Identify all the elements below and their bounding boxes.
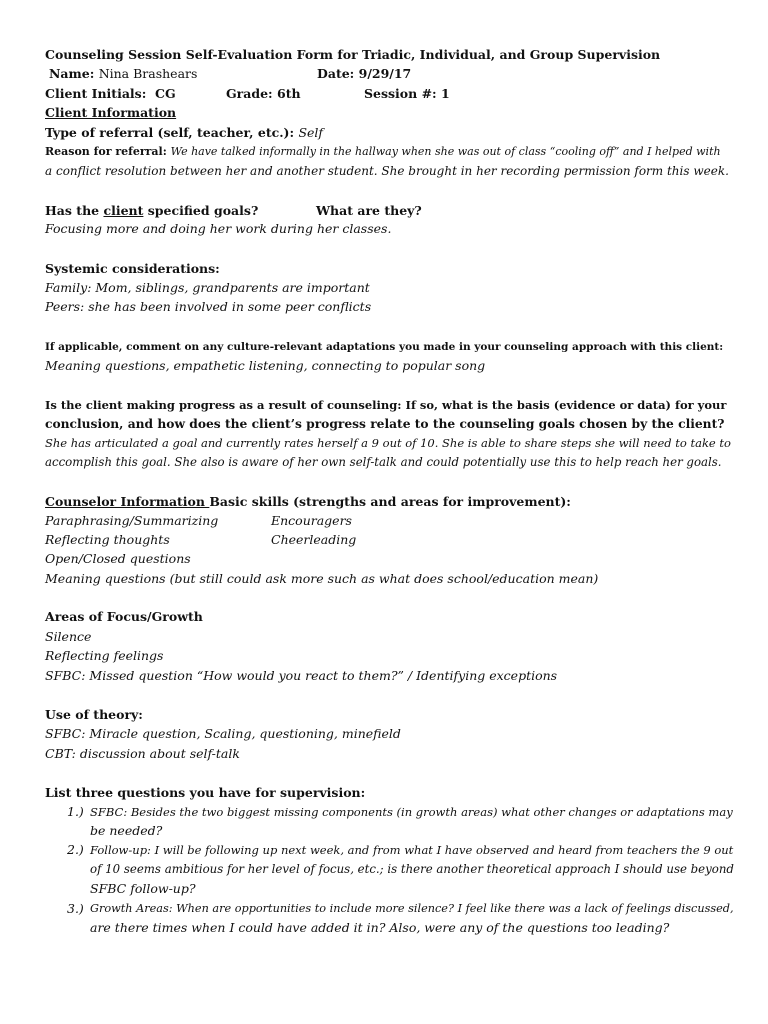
skill-1: Paraphrasing/Summarizing — [45, 513, 219, 528]
grade-value: 6th — [277, 86, 301, 101]
initials-label: Client Initials: — [45, 86, 147, 101]
counselor-row — [45, 493, 571, 511]
question-number-2: 2.) — [67, 842, 84, 857]
name-value: Nina Brashears — [98, 66, 198, 81]
question-3-line-1: Growth Areas: When are opportunities to include more silence? I feel like there was a lack of feelings discussed, — [90, 902, 734, 915]
reason-label: Reason for referral: — [45, 145, 167, 158]
question-1-line-1: SFBC: Besides the two biggest missing components (in growth areas) what other changes or adaptations may — [90, 805, 733, 819]
client-info-heading: Client Information — [45, 105, 177, 120]
skill-3: Reflecting thoughts — [45, 532, 170, 547]
question-number-1: 1.) — [67, 804, 84, 819]
questions-label: List three questions you have for supervision: — [45, 785, 366, 800]
systemic-label: Systemic considerations: — [45, 261, 220, 276]
name-label: Name: — [49, 66, 95, 81]
question-1-line-2: be needed? — [90, 823, 163, 838]
focus-item-1: Silence — [45, 629, 92, 644]
question-2-line-2: of 10 seems ambitious for her level of focus, etc.; is there another theoretical approach I should use beyond — [90, 862, 734, 876]
reason-line-2: a conflict resolution between her and another student. She brought in her recording permission form this week. — [45, 164, 729, 178]
session-row — [364, 85, 450, 103]
date-row — [317, 65, 411, 83]
systemic-line-2: Peers: she has been involved in some peer conflicts — [45, 299, 372, 314]
focus-item-3: SFBC: Missed question “How would you react to them?” / Identifying exceptions — [45, 668, 558, 683]
skill-2: Encouragers — [271, 513, 352, 528]
initials-value: CG — [155, 86, 176, 101]
reason-row — [45, 143, 721, 161]
skill-6: Meaning questions (but still could ask more such as what does school/education mean) — [45, 571, 599, 586]
form-title: Counseling Session Self-Evaluation Form for Triadic, Individual, and Group Supervision — [45, 47, 661, 62]
systemic-line-1: Family: Mom, siblings, grandparents are important — [45, 280, 370, 295]
theory-label: Use of theory: — [45, 707, 143, 722]
goals-question — [45, 202, 258, 220]
progress-question-1: Is the client making progress as a result of counseling: If so, what is the basis (evidence or data) for your — [45, 398, 727, 412]
question-3-line-2: are there times when I could have added it in? Also, were any of the questions too leading? — [90, 920, 670, 935]
progress-answer-1: She has articulated a goal and currently rates herself a 9 out of 10. She is able to share steps she will need to take to — [45, 436, 731, 450]
focus-label: Areas of Focus/Growth — [45, 609, 203, 624]
referral-type-label: Type of referral (self, teacher, etc.): — [45, 125, 295, 140]
theory-item-1: SFBC: Miracle question, Scaling, questioning, minefield — [45, 726, 401, 741]
focus-item-2: Reflecting feelings — [45, 648, 164, 663]
name-row — [49, 65, 197, 83]
initials-row — [45, 85, 176, 103]
grade-label: Grade: — [226, 86, 273, 101]
question-2-line-1: Follow-up: I will be following up next week, and from what I have observed and heard from teachers the 9 out — [90, 843, 734, 857]
skills-label: Basic skills (strengths and areas for improvement): — [209, 494, 571, 509]
skill-5: Open/Closed questions — [45, 551, 191, 566]
theory-item-2: CBT: discussion about self-talk — [45, 746, 240, 761]
goals-q-client: client — [103, 203, 144, 218]
reason-line-1: We have talked informally in the hallway when she was out of class “cooling off” and I helped with — [170, 145, 721, 158]
date-label: Date: — [317, 66, 355, 81]
goals-question-2: What are they? — [316, 203, 422, 218]
progress-question-2: conclusion, and how does the client’s progress relate to the counseling goals chosen by the client? — [45, 416, 725, 431]
culture-answer: Meaning questions, empathetic listening, connecting to popular song — [45, 358, 486, 373]
session-value: 1 — [441, 86, 450, 101]
date-value: 9/29/17 — [358, 66, 412, 81]
goals-q-prefix: Has the — [45, 203, 104, 218]
progress-answer-2: accomplish this goal. She also is aware of her own self-talk and could potentially use this to help reach her goals. — [45, 455, 722, 469]
question-2-line-3: SFBC follow-up? — [90, 881, 196, 896]
skill-4: Cheerleading — [271, 532, 357, 547]
grade-row — [226, 85, 301, 103]
goals-q-suffix: specified goals? — [143, 203, 259, 218]
question-number-3: 3.) — [67, 901, 84, 916]
referral-type-value: Self — [298, 125, 324, 140]
referral-type-row — [45, 124, 323, 142]
culture-question: If applicable, comment on any culture-relevant adaptations you made in your counseling approach with this client: — [45, 341, 724, 353]
goals-answer: Focusing more and doing her work during her classes. — [45, 221, 392, 236]
session-label: Session #: — [364, 86, 437, 101]
counselor-heading: Counselor Information — [45, 494, 210, 509]
